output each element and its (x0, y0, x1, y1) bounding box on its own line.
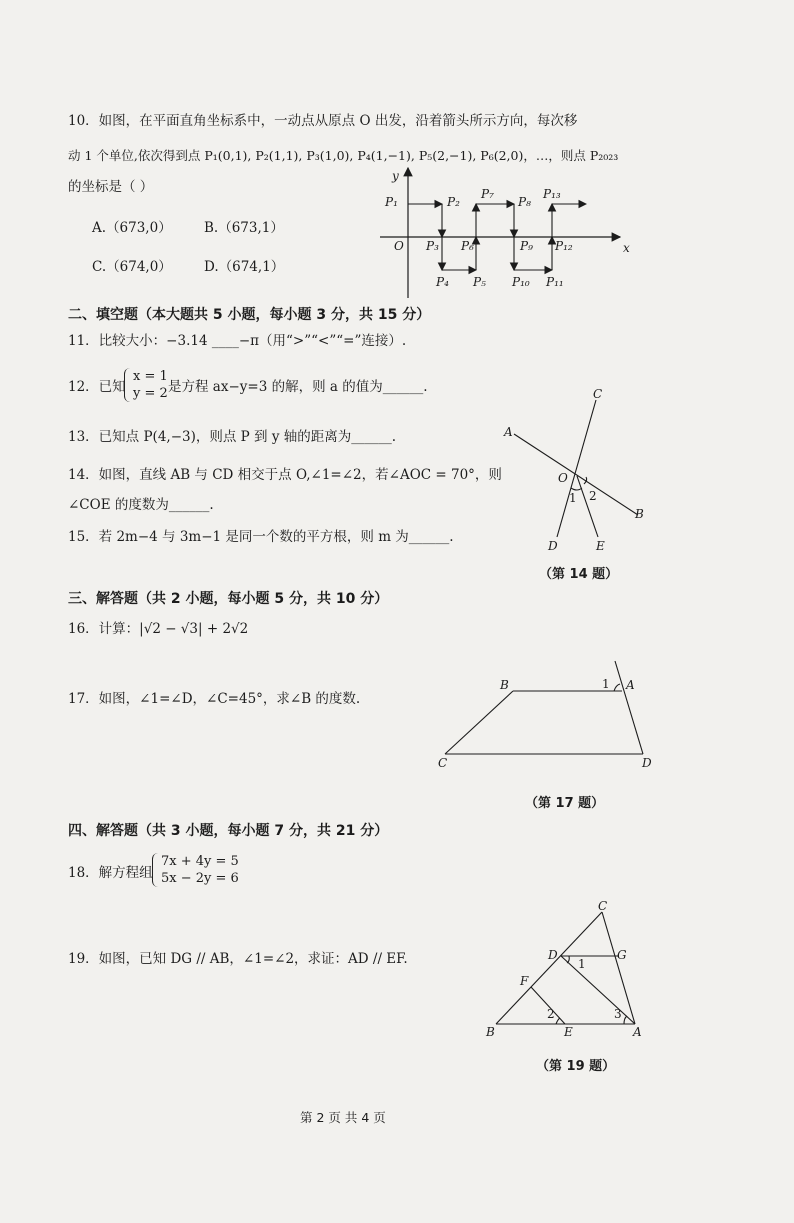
q19-label-2: 2 (547, 1007, 555, 1021)
q14-label-o: O (558, 471, 568, 485)
label-p11: P₁₁ (546, 275, 564, 289)
q19-text: 19．如图，已知 DG // AB，∠1=∠2，求证：AD // EF. (68, 951, 408, 967)
label-p3: P₃ (426, 239, 439, 253)
q14-label-c: C (593, 387, 603, 401)
q12-prefix: 12．已知 (68, 379, 126, 395)
q19-label-f: F (520, 974, 529, 988)
q10-coordinate-figure (370, 160, 640, 305)
q17-text: 17．如图，∠1=∠D，∠C=45°，求∠B 的度数. (68, 691, 361, 707)
q12-eq2: y = 2 (133, 386, 168, 401)
q10-option-b[interactable]: B.（673,1） (204, 220, 284, 236)
q11-text: 11．比较大小：−3.14 ____−π（用“>”“<”“=”连接）. (68, 333, 407, 349)
q17-label-c: C (438, 756, 448, 770)
q17-label-1: 1 (602, 677, 610, 691)
q18-eq1: 7x + 4y = 5 (161, 854, 239, 869)
label-p1: P₁ (385, 195, 398, 209)
q10-line3: 的坐标是（ ） (68, 179, 154, 195)
q14-label-a: A (504, 425, 513, 439)
section-4-heading: 四、解答题（共 3 小题，每小题 7 分，共 21 分） (68, 823, 389, 839)
q10-line2: 动 1 个单位,依次得到点 P₁(0,1), P₂(1,1), P₃(1,0), P₄(1,−1), P₅(2,−1), P₆(2,0)，…，则点 P₂₀₂₃ (68, 148, 619, 163)
q14-figure (490, 380, 670, 560)
q12-eq1: x = 1 (133, 369, 168, 384)
q10-option-a[interactable]: A.（673,0） (92, 220, 172, 236)
label-p5: P₅ (473, 275, 486, 289)
q12-suffix: 是方程 ax−y=3 的解，则 a 的值为______. (168, 379, 428, 395)
origin-label: O (394, 239, 404, 253)
label-p8: P₈ (518, 195, 531, 209)
q10-option-c[interactable]: C.（674,0） (92, 259, 172, 275)
section-2-heading: 二、填空题（本大题共 5 小题，每小题 3 分，共 15 分） (68, 307, 431, 323)
q18-system (152, 853, 239, 887)
label-p7: P₇ (481, 187, 494, 201)
label-p2: P₂ (447, 195, 460, 209)
q17-figure (430, 655, 660, 775)
ray-oe (577, 476, 598, 537)
section-3-heading: 三、解答题（共 2 小题，每小题 5 分，共 10 分） (68, 591, 389, 607)
q19-label-e: E (564, 1025, 573, 1039)
q19-label-b: B (486, 1025, 495, 1039)
segment-bc (445, 691, 513, 754)
q19-caption: （第 19 题） (536, 1059, 616, 1074)
q19-label-3: 3 (614, 1007, 622, 1021)
q18-prefix: 18．解方程组 (68, 865, 153, 881)
q14-label-2: 2 (589, 489, 597, 503)
segment-da (561, 956, 635, 1024)
q14-label-e: E (596, 539, 605, 553)
q15-text: 15．若 2m−4 与 3m−1 是同一个数的平方根，则 m 为______. (68, 529, 454, 545)
q13-text: 13．已知点 P(4,−3)，则点 P 到 y 轴的距离为______. (68, 429, 397, 445)
q14-label-b: B (635, 507, 644, 521)
q14-line2: ∠COE 的度数为______. (68, 497, 214, 513)
q10-option-d[interactable]: D.（674,1） (204, 259, 285, 275)
q10-line1: 10．如图，在平面直角坐标系中，一动点从原点 O 出发，沿着箭头所示方向，每次移 (68, 113, 578, 129)
q14-line1: 14．如图，直线 AB 与 CD 相交于点 O,∠1=∠2，若∠AOC = 70°，则 (68, 467, 502, 483)
label-p13: P₁₃ (543, 187, 561, 201)
q17-label-b: B (500, 678, 509, 692)
line-cd (557, 400, 596, 537)
q19-label-c: C (598, 899, 608, 913)
label-p6: P₆ (461, 239, 474, 253)
label-p10: P₁₀ (512, 275, 530, 289)
q19-label-g: G (617, 948, 627, 962)
q19-label-d: D (548, 948, 558, 962)
q14-caption: （第 14 题） (539, 567, 619, 582)
label-p9: P₉ (520, 239, 533, 253)
q19-label-a: A (633, 1025, 642, 1039)
page-footer: 第 2 页 共 4 页 (300, 1110, 386, 1125)
q17-label-d: D (642, 756, 652, 770)
q17-caption: （第 17 题） (525, 796, 605, 811)
q12-system (124, 368, 168, 402)
label-p4: P₄ (436, 275, 449, 289)
q19-label-1: 1 (578, 957, 586, 971)
y-axis-label: y (392, 169, 399, 183)
q14-label-d: D (548, 539, 558, 553)
q18-eq2: 5x − 2y = 6 (161, 871, 239, 886)
x-axis-label: x (623, 241, 630, 255)
segment-ad-extended (615, 661, 643, 754)
q19-figure (478, 900, 658, 1040)
q16-text: 16．计算：|√2 − √3| + 2√2 (68, 621, 249, 637)
q14-label-1: 1 (569, 491, 577, 505)
label-p12: P₁₂ (555, 239, 573, 253)
q17-label-a: A (626, 678, 635, 692)
